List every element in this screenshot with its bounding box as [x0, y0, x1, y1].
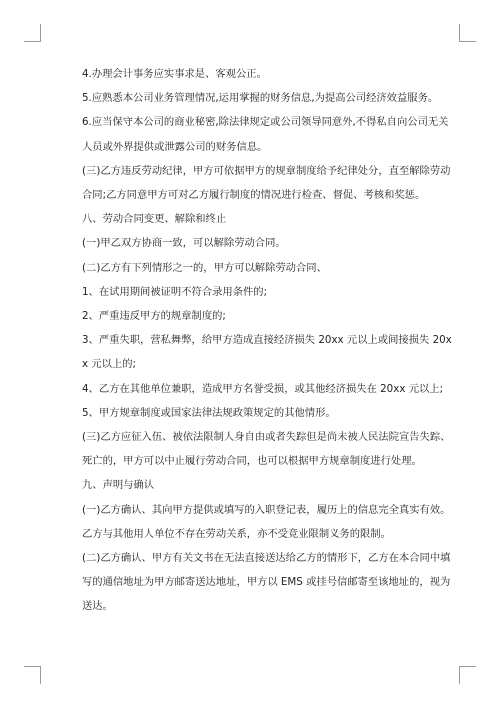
- crop-mark-bottom-left: [40, 667, 41, 684]
- document-paragraph: 3、严重失职，营私舞弊，给甲方造成直接经济损失 20xx 元以上或间接损失 20xx 元以上的;: [82, 334, 452, 371]
- document-paragraph: 九、声明与确认: [82, 479, 155, 492]
- crop-mark-top-left: [24, 41, 41, 42]
- document-paragraph: 1、在试用期间被证明不符合录用条件的;: [82, 285, 268, 298]
- crop-mark-bottom-left: [24, 666, 41, 667]
- document-paragraph: 2、严重违反甲方的规章制度的;: [82, 310, 226, 323]
- document-paragraph: (二)乙方确认、甲方有关文书在无法直接送达给乙方的情形下，乙方在本合同中填写的通信地址为甲方邮寄送达地址，甲方以 EMS 或挂号信邮寄至该地址的，视为送达。: [82, 552, 451, 613]
- crop-mark-top-right: [459, 41, 476, 42]
- document-paragraph: (二)乙方有下列情形之一的，甲方可以解除劳动合同、: [82, 261, 327, 274]
- crop-mark-top-left: [40, 24, 41, 41]
- document-paragraph: 5.应熟悉本公司业务管理情况,运用掌握的财务信息,为提高公司经济效益服务。: [82, 92, 439, 105]
- document-paragraph: (一)甲乙双方协商一致，可以解除劳动合同。: [82, 237, 286, 250]
- crop-mark-top-right: [459, 24, 460, 41]
- document-paragraph: 6.应当保守本公司的商业秘密,除法律规定或公司领导同意外,不得私自向公司无关人员或外界提供或泄露公司的财务信息。: [82, 116, 449, 153]
- document-paragraph: 4.办理会计事务应实事求是、客观公正。: [82, 68, 267, 80]
- document-paragraph: 八、劳动合同变更、解除和终止: [82, 213, 227, 226]
- document-body: [62, 62, 452, 619]
- document-paragraph: (一)乙方确认、其向甲方提供或填写的入职登记表，履历上的信息完全真实有效。乙方与其他用人单位不存在劳动关系，亦不受竞业限制义务的限制。: [82, 503, 451, 540]
- document-paragraph: 5、甲方规章制度或国家法律法规政策规定的其他情形。: [82, 406, 336, 419]
- document-paragraph: (三)乙方应征入伍、被依法限制人身自由或者失踪但是尚未被人民法院宣告失踪、死亡的，甲方可以中止履行劳动合同，也可以根据甲方规章制度进行处理。: [82, 431, 451, 468]
- crop-mark-bottom-right: [459, 666, 476, 667]
- document-paragraph: (三)乙方违反劳动纪律，甲方可依据甲方的规章制度给予纪律处分，直至解除劳动合同;乙方同意甲方可对乙方履行制度的情况进行检查、督促、考核和奖惩。: [82, 164, 451, 202]
- document-paragraph: 4、乙方在其他单位兼职，造成甲方名誉受损，或其他经济损失在 20xx 元以上;: [82, 382, 444, 395]
- crop-mark-bottom-right: [459, 667, 460, 684]
